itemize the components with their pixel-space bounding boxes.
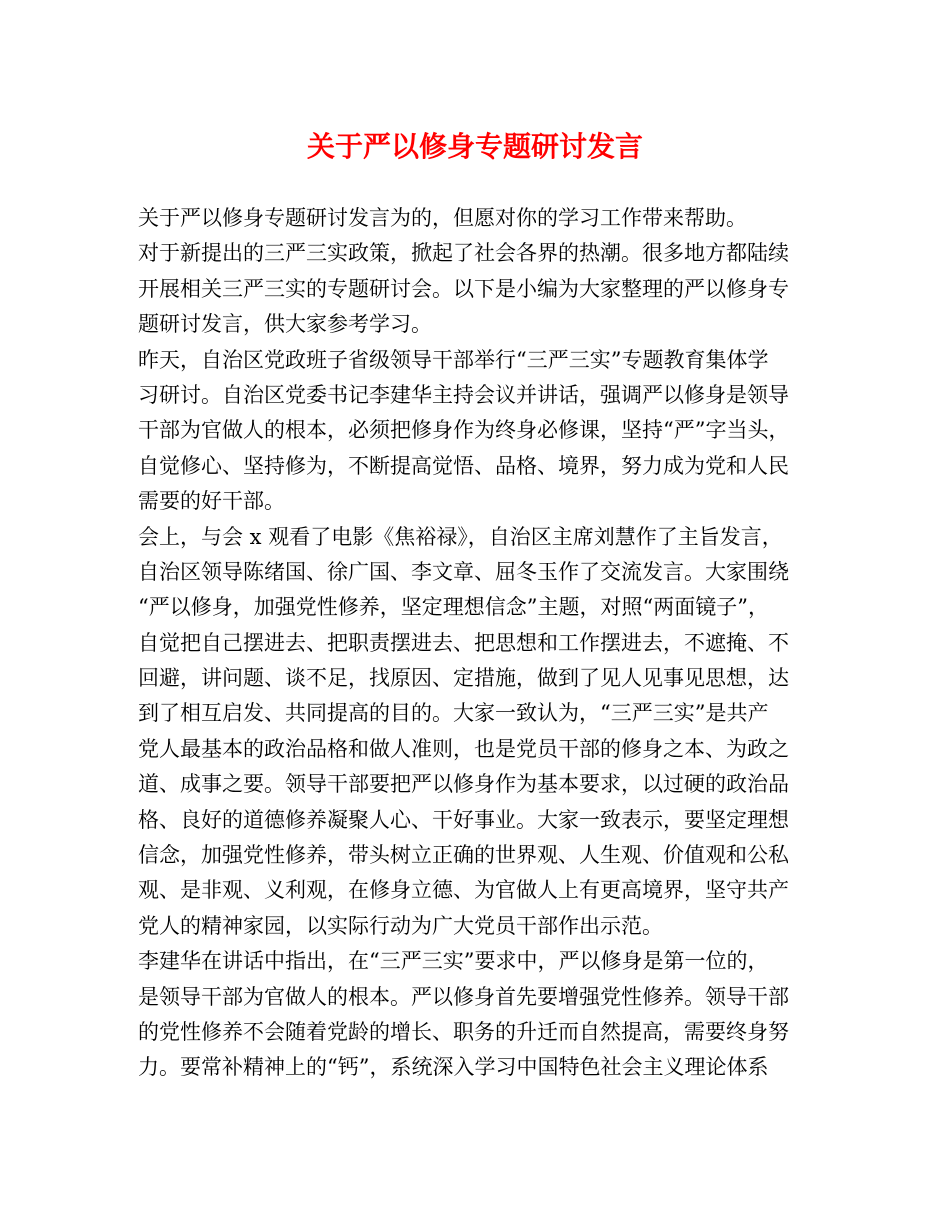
body-text-line: 党人最基本的政治品格和做人准则，也是党员干部的修身之本、为政之 [138,736,789,761]
body-text-line: 关于严以修身专题研讨发言为的，但愿对你的学习工作带来帮助。 [138,206,747,230]
body-text-line: 党人的精神家园，以实际行动为广大党员干部作出示范。 [138,913,663,938]
body-text-line: 会上，与会 x 观看了电影《焦裕禄》，自治区主席刘慧作了主旨发言， [138,524,783,549]
body-text-line: 道、成事之要。领导干部要把严以修身作为基本要求，以过硬的政治品 [138,772,789,797]
body-text-line: 自治区领导陈绪国、徐广国、李文章、屈冬玉作了交流发言。大家围绕 [138,559,789,584]
body-text-line: “严以修身，加强党性修养，坚定理想信念”主题，对照“两面镜子”， [138,595,769,620]
body-text-line: 干部为官做人的根本，必须把修身作为终身必修课，坚持“严”字当头， [138,418,790,443]
body-text-line: 需要的好干部。 [138,489,285,514]
body-text-line: 对于新提出的三严三实政策，掀起了社会各界的热潮。很多地方都陆续 [138,241,789,266]
document-body [138,201,828,1086]
body-text-line: 观、是非观、义利观，在修身立德、为官做人上有更高境界，坚守共产 [138,878,789,903]
body-text-line: 的党性修养不会随着党龄的增长、职务的升迁而自然提高，需要终身努 [138,1019,789,1044]
body-text-line: 李建华在讲话中指出，在“三严三实”要求中，严以修身是第一位的， [138,949,769,974]
body-text-line: 开展相关三严三实的专题研讨会。以下是小编为大家整理的严以修身专 [138,276,789,301]
document-title: 关于严以修身专题研讨发言 [306,130,643,163]
body-text-line: 信念，加强党性修养，带头树立正确的世界观、人生观、价值观和公私 [138,843,789,868]
body-text-line: 习研讨。自治区党委书记李建华主持会议并讲话，强调严以修身是领导 [138,382,789,407]
body-text-line: 到了相互启发、共同提高的目的。大家一致认为，“三严三实”是共产 [138,701,769,726]
body-text-line: 格、良好的道德修养凝聚人心、干好事业。大家一致表示，要坚定理想 [138,807,789,832]
body-text-line: 回避，讲问题、谈不足，找原因、定措施，做到了见人见事见思想，达 [138,666,789,691]
body-text-line: 自觉修心、坚持修为，不断提高觉悟、品格、境界，努力成为党和人民 [138,453,789,478]
body-text-line: 题研讨发言，供大家参考学习。 [138,312,432,337]
body-text-line: 自觉把自己摆进去、把职责摆进去、把思想和工作摆进去，不遮掩、不 [138,630,789,655]
body-text-line: 力。要常补精神上的“钙”，系统深入学习中国特色社会主义理论体系 [138,1055,769,1080]
body-text-line: 昨天，自治区党政班子省级领导干部举行“三严三实”专题教育集体学 [138,347,769,372]
body-text-line: 是领导干部为官做人的根本。严以修身首先要增强党性修养。领导干部 [138,984,789,1009]
